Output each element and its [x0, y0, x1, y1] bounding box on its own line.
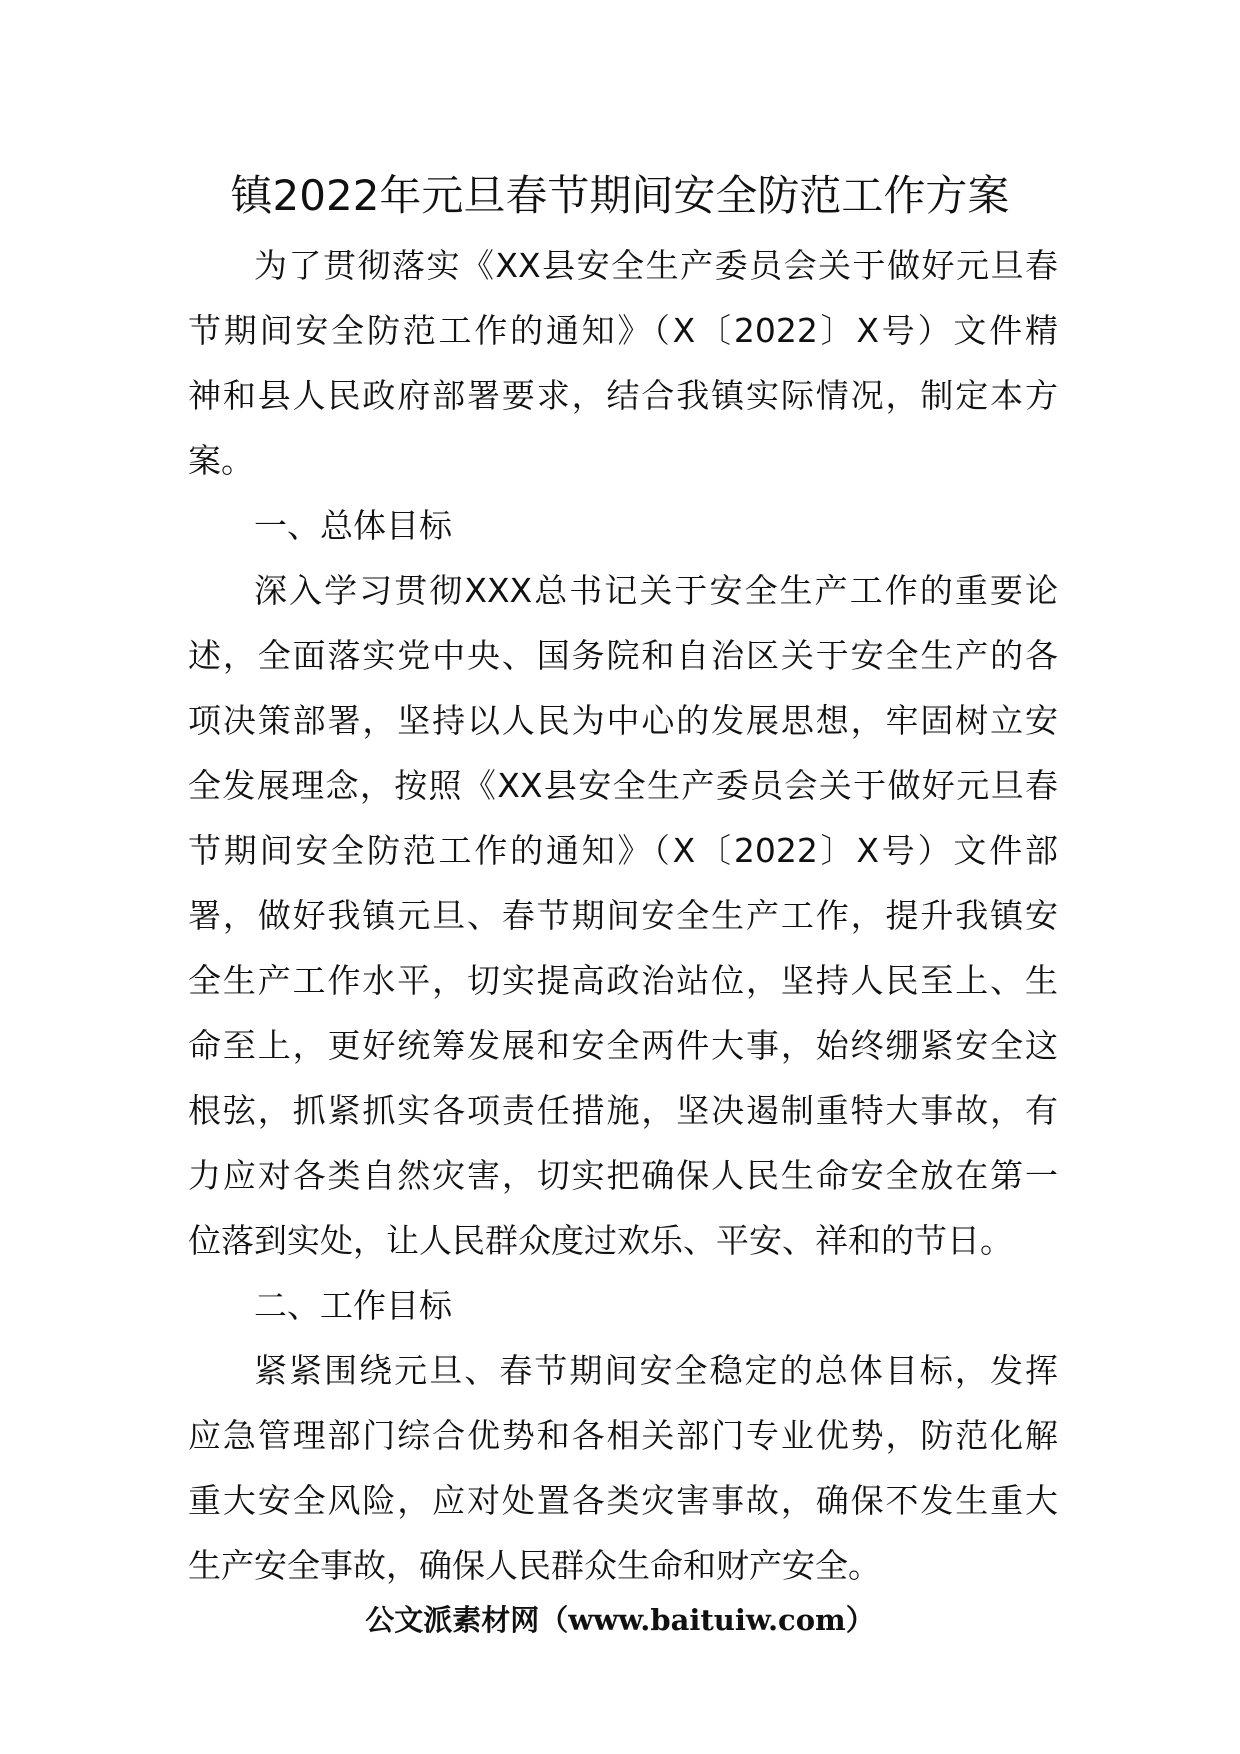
paragraph-1-line-3: 神和县人民政府部署要求，结合我镇实际情况，制定本方 — [188, 376, 1058, 415]
paragraph-2-line-7: 全生产工作水平，切实提高政治站位，坚持人民至上、生 — [188, 961, 1058, 1000]
paragraph-3-line-3: 重大安全风险，应对处置各类灾害事故，确保不发生重大 — [188, 1481, 1058, 1520]
paragraph-2-line-4: 全发展理念，按照《XX县安全生产委员会关于做好元旦春 — [188, 766, 1058, 805]
paragraph-2-line-1: 深入学习贯彻XXX总书记关于安全生产工作的重要论 — [254, 571, 1058, 610]
paragraph-3-line-4: 生产安全事故，确保人民群众生命和财产安全。 — [188, 1546, 881, 1585]
paragraph-1-line-4: 案。 — [188, 441, 254, 480]
paragraph-2-line-6: 署，做好我镇元旦、春节期间安全生产工作，提升我镇安 — [188, 896, 1058, 935]
paragraph-2-line-11: 位落到实处，让人民群众度过欢乐、平安、祥和的节日。 — [188, 1221, 1013, 1260]
paragraph-3-line-2: 应急管理部门综合优势和各相关部门专业优势，防范化解 — [188, 1416, 1058, 1455]
paragraph-2-line-5: 节期间安全防范工作的通知》（X〔2022〕X号）文件部 — [188, 831, 1058, 870]
document-title: 镇2022年元旦春节期间安全防范工作方案 — [230, 171, 1010, 220]
paragraph-1-line-2: 节期间安全防范工作的通知》（X〔2022〕X号）文件精 — [188, 311, 1058, 350]
footer-source: 公文派素材网（www.baituiw.com） — [365, 1603, 875, 1637]
section-heading-1: 一、总体目标 — [254, 506, 452, 545]
paragraph-2-line-8: 命至上，更好统筹发展和安全两件大事，始终绷紧安全这 — [188, 1026, 1058, 1065]
paragraph-2-line-9: 根弦，抓紧抓实各项责任措施，坚决遏制重特大事故，有 — [188, 1091, 1058, 1130]
paragraph-3-line-1: 紧紧围绕元旦、春节期间安全稳定的总体目标，发挥 — [254, 1351, 1058, 1390]
paragraph-2-line-2: 述，全面落实党中央、国务院和自治区关于安全生产的各 — [188, 636, 1058, 675]
paragraph-2-line-10: 力应对各类自然灾害，切实把确保人民生命安全放在第一 — [188, 1156, 1058, 1195]
paragraph-1-line-1: 为了贯彻落实《XX县安全生产委员会关于做好元旦春 — [254, 246, 1058, 285]
paragraph-2-line-3: 项决策部署，坚持以人民为中心的发展思想，牢固树立安 — [188, 701, 1058, 740]
section-heading-2: 二、工作目标 — [254, 1286, 452, 1325]
